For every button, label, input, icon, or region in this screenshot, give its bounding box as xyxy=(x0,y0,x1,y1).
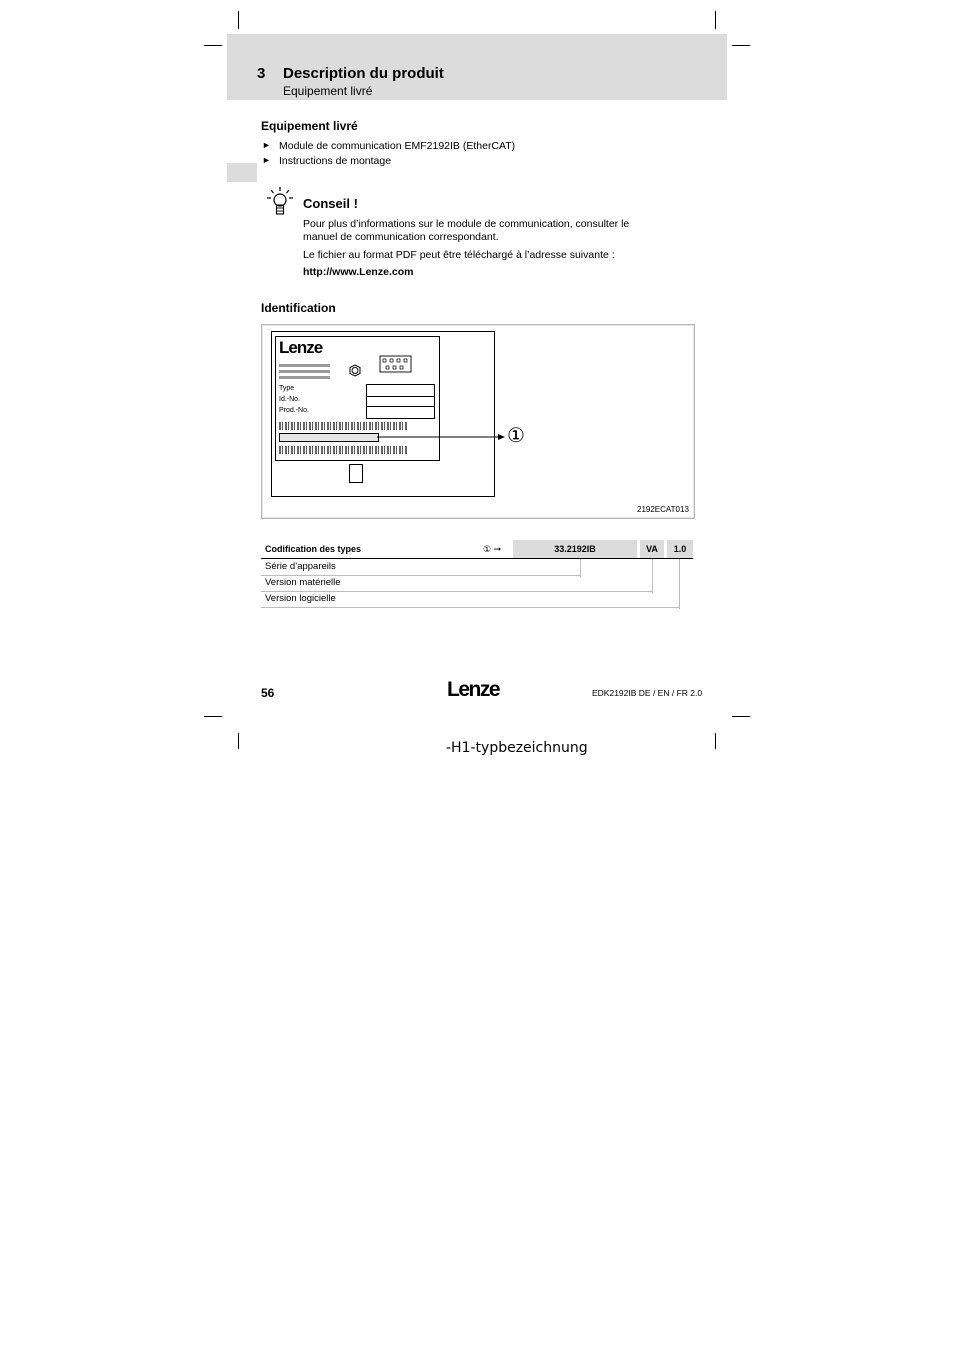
tip-paragraph: Pour plus d’informations sur le module de communication, consulter le manuel de communication correspondant. xyxy=(303,218,630,243)
image-caption: -H1-typbezeichnung xyxy=(446,740,588,756)
prod-label: Prod.-No. xyxy=(279,407,309,414)
type-code-hw: VA xyxy=(640,540,664,558)
id-label: Id.-No. xyxy=(279,396,301,403)
connector-line xyxy=(580,559,581,577)
crop-mark xyxy=(715,733,716,749)
type-code-series: 33.2192IB xyxy=(513,540,637,558)
connector-line xyxy=(679,559,680,609)
lightbulb-icon xyxy=(265,186,295,218)
tip-url-link[interactable]: http://www.Lenze.com xyxy=(303,266,414,278)
chapter-number: 3 xyxy=(257,65,266,82)
document-reference: EDK2192IB DE / EN / FR 2.0 xyxy=(592,688,703,698)
crop-mark xyxy=(204,716,222,717)
barcode-graphic xyxy=(279,422,407,430)
list-item-text: Module de communication EMF2192IB (EtherCAT) xyxy=(279,140,516,152)
type-code-row: Version logicielle xyxy=(261,593,680,608)
prod-field xyxy=(366,406,435,419)
section-subtitle: Equipement livré xyxy=(283,84,373,98)
crop-mark xyxy=(238,733,239,749)
page-number: 56 xyxy=(261,686,275,700)
list-item xyxy=(262,140,516,152)
type-code-ref: ① ➞ xyxy=(483,544,502,554)
crop-mark xyxy=(715,11,716,29)
list-item xyxy=(262,155,392,167)
connector-outline xyxy=(349,464,363,483)
type-code-field xyxy=(279,433,379,442)
tip-paragraph: Le fichier au format PDF peut être téléchargé à l’adresse suivante : xyxy=(303,249,615,261)
type-code-title: Codification des types xyxy=(265,544,362,554)
nameplate-graphics xyxy=(278,355,438,385)
type-label: Type xyxy=(279,385,295,392)
crop-mark xyxy=(732,45,750,46)
figure-code: 2192ECAT013 xyxy=(637,505,689,514)
crop-mark xyxy=(732,716,750,717)
divider xyxy=(261,558,693,559)
crop-mark xyxy=(238,11,239,29)
bullet-icon: ► xyxy=(262,155,271,165)
crop-mark xyxy=(204,45,222,46)
type-code-sw: 1.0 xyxy=(667,540,693,558)
nameplate-logo: Lenze xyxy=(279,338,323,357)
scope-heading: Equipement livré xyxy=(261,119,358,133)
side-tab-marker xyxy=(227,163,257,182)
tip-title: Conseil ! xyxy=(303,196,358,211)
type-code-row: Série d’appareils xyxy=(261,561,581,576)
callout-marker: ① xyxy=(507,425,525,447)
list-item-text: Instructions de montage xyxy=(279,155,392,167)
barcode-graphic xyxy=(279,446,407,454)
connector-line xyxy=(652,559,653,593)
lenze-logo: Lenze xyxy=(447,678,500,701)
identification-heading: Identification xyxy=(261,301,336,315)
bullet-icon: ► xyxy=(262,140,271,150)
callout-arrow-icon xyxy=(377,431,507,443)
chapter-title: Description du produit xyxy=(283,65,444,82)
type-code-row: Version matérielle xyxy=(261,577,653,592)
